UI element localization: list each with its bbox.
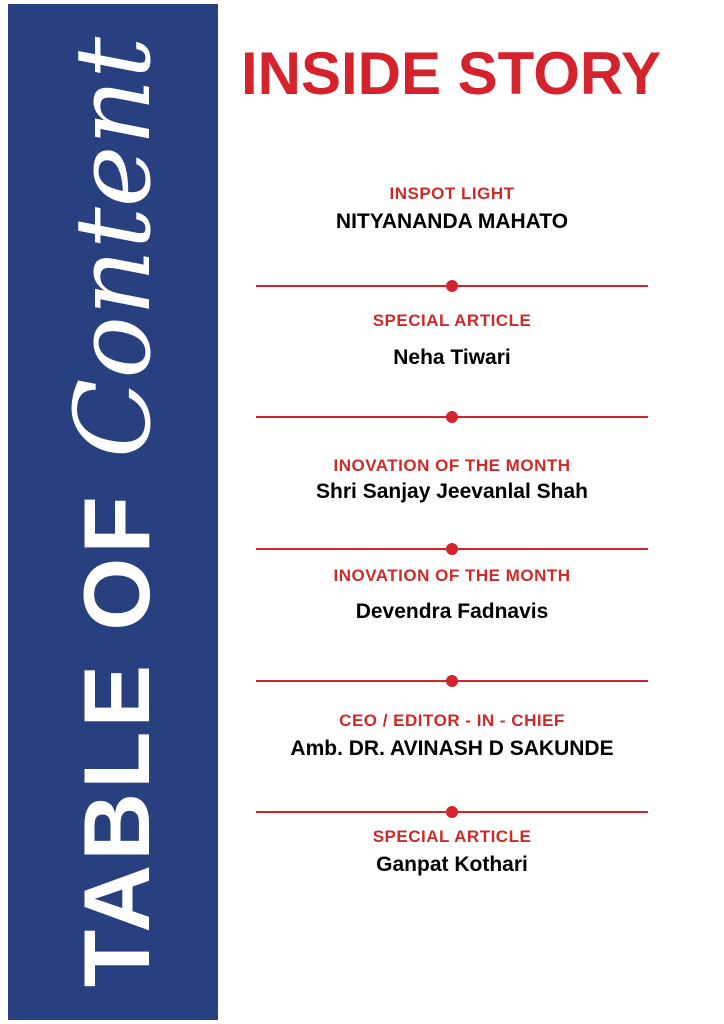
toc-category: INSPOT LIGHT [389, 184, 515, 203]
toc-category: SPECIAL ARTICLE [372, 311, 532, 330]
divider-dot [446, 411, 458, 423]
section-divider [256, 680, 648, 682]
toc-entry[interactable] [256, 711, 648, 761]
toc-entry[interactable] [256, 456, 648, 504]
toc-category: CEO / EDITOR - IN - CHIEF [339, 711, 565, 730]
sidebar-main-text: TABLE OF [64, 492, 169, 988]
toc-entry[interactable] [256, 311, 648, 370]
section-divider [256, 416, 648, 418]
toc-entry[interactable] [256, 184, 648, 234]
toc-entry[interactable] [256, 566, 648, 624]
toc-entry[interactable] [256, 827, 648, 877]
section-divider [256, 285, 648, 287]
toc-name: Devendra Fadnavis [355, 600, 549, 623]
toc-name: Amb. DR. AVINASH D SAKUNDE [290, 737, 614, 760]
divider-dot [446, 280, 458, 292]
page-title: INSIDE STORY [240, 40, 662, 107]
toc-category: SPECIAL ARTICLE [372, 827, 532, 846]
section-divider [256, 811, 648, 813]
section-divider [256, 548, 648, 550]
toc-name: Shri Sanjay Jeevanlal Shah [316, 480, 588, 503]
toc-name: NITYANANDA MAHATO [335, 210, 569, 233]
toc-name: Neha Tiwari [393, 346, 511, 369]
divider-dot [446, 543, 458, 555]
toc-category: INOVATION OF THE MONTH [333, 566, 571, 585]
divider-dot [446, 675, 458, 687]
sidebar-heading [52, 37, 174, 987]
sidebar-panel [8, 4, 218, 1020]
toc-name: Ganpat Kothari [376, 853, 528, 876]
divider-dot [446, 806, 458, 818]
sidebar-script-text: Content [52, 36, 174, 459]
toc-category: INOVATION OF THE MONTH [333, 456, 571, 475]
